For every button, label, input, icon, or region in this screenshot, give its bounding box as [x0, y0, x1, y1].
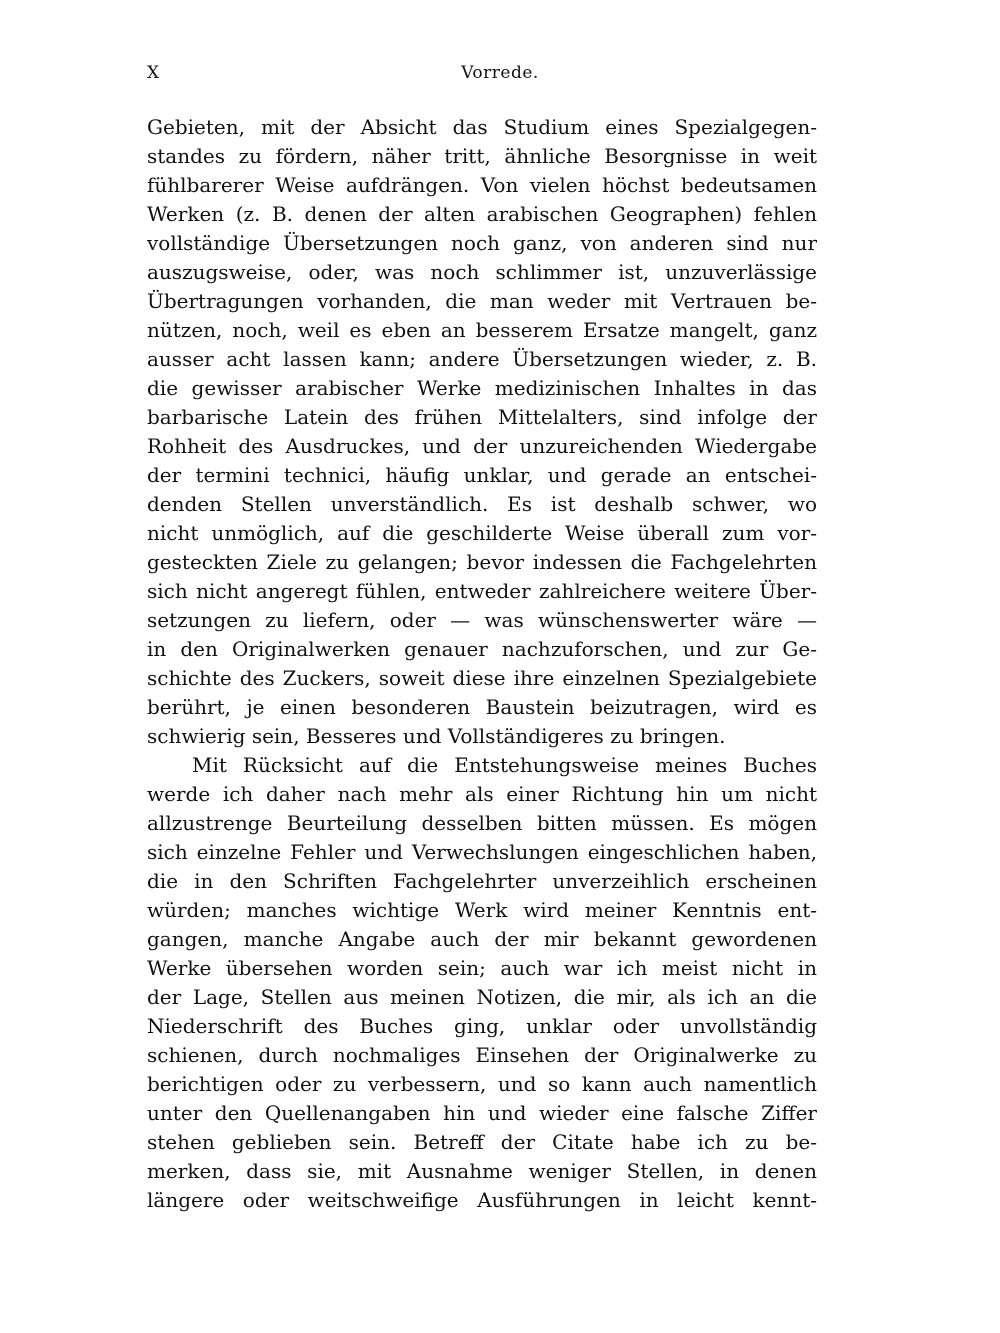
text-line: der termini technici, häufig unklar, und gerade an entschei- [147, 463, 817, 487]
text-line: stehen geblieben sein. Betreff der Citate habe ich zu be- [147, 1130, 817, 1154]
text-line: Werke übersehen worden sein; auch war ich meist nicht in [147, 956, 817, 980]
text-line: würden; manches wichtige Werk wird meiner Kenntnis ent- [147, 898, 817, 922]
text-line: standes zu fördern, näher tritt, ähnliche Besorgnisse in weit [147, 144, 817, 168]
paragraph-end-line: schwierig sein, Besseres und Vollständigeres zu bringen. [147, 724, 726, 748]
text-line: berührt, je einen besonderen Baustein beizutragen, wird es [147, 695, 817, 719]
text-line: Übertragungen vorhanden, die man weder mit Vertrauen be- [147, 289, 817, 313]
text-line: Niederschrift des Buches ging, unklar oder unvollständig [147, 1014, 817, 1038]
text-line: auszugsweise, oder, was noch schlimmer ist, unzuverlässige [147, 260, 817, 284]
text-line: die in den Schriften Fachgelehrter unverzeihlich erscheinen [147, 869, 817, 893]
text-line: nicht unmöglich, auf die geschilderte Weise überall zum vor- [147, 521, 817, 545]
text-line: die gewisser arabischer Werke medizinischen Inhaltes in das [147, 376, 817, 400]
text-line: ausser acht lassen kann; andere Übersetzungen wieder, z. B. [147, 347, 817, 371]
text-line: werde ich daher nach mehr als einer Richtung hin um nicht [147, 782, 817, 806]
text-line: unter den Quellenangaben hin und wieder eine falsche Ziffer [147, 1101, 817, 1125]
page-number: X [147, 63, 161, 83]
text-line: barbarische Latein des frühen Mittelalters, sind infolge der [147, 405, 817, 429]
text-line: nützen, noch, weil es eben an besserem Ersatze mangelt, ganz [147, 318, 817, 342]
text-line: sich einzelne Fehler und Verwechslungen eingeschlichen haben, [147, 840, 817, 864]
text-line: berichtigen oder zu verbessern, und so kann auch namentlich [147, 1072, 817, 1096]
text-line: gangen, manche Angabe auch der mir bekannt gewordenen [147, 927, 817, 951]
text-line: fühlbarerer Weise aufdrängen. Von vielen höchst bedeutsamen [147, 173, 817, 197]
text-line: der Lage, Stellen aus meinen Notizen, die mir, als ich an die [147, 985, 817, 1009]
running-title: Vorrede. [461, 63, 539, 83]
text-line: merken, dass sie, mit Ausnahme weniger Stellen, in denen [147, 1159, 817, 1183]
text-line: vollständige Übersetzungen noch ganz, von anderen sind nur [147, 231, 817, 255]
text-line: denden Stellen unverständlich. Es ist deshalb schwer, wo [147, 492, 817, 516]
text-line: setzungen zu liefern, oder — was wünschenswerter wäre — [147, 608, 817, 632]
text-line: in den Originalwerken genauer nachzuforschen, und zur Ge- [147, 637, 817, 661]
text-line: schienen, durch nochmaliges Einsehen der Originalwerke zu [147, 1043, 817, 1067]
paragraph-start-line: Mit Rücksicht auf die Entstehungsweise meines Buches [192, 753, 817, 777]
text-line: allzustrenge Beurteilung desselben bitten müssen. Es mögen [147, 811, 817, 835]
text-line: Gebieten, mit der Absicht das Studium eines Spezialgegen- [147, 115, 817, 139]
body-text [147, 113, 817, 1215]
text-line: sich nicht angeregt fühlen, entweder zahlreichere weitere Über- [147, 579, 817, 603]
text-line: Rohheit des Ausdruckes, und der unzureichenden Wiedergabe [147, 434, 817, 458]
text-line: gesteckten Ziele zu gelangen; bevor indessen die Fachgelehrten [147, 550, 817, 574]
text-line: Werken (z. B. denen der alten arabischen Geographen) fehlen [147, 202, 817, 226]
text-line: längere oder weitschweifige Ausführungen in leicht kennt- [147, 1188, 817, 1212]
text-line: schichte des Zuckers, soweit diese ihre einzelnen Spezialgebiete [147, 666, 817, 690]
